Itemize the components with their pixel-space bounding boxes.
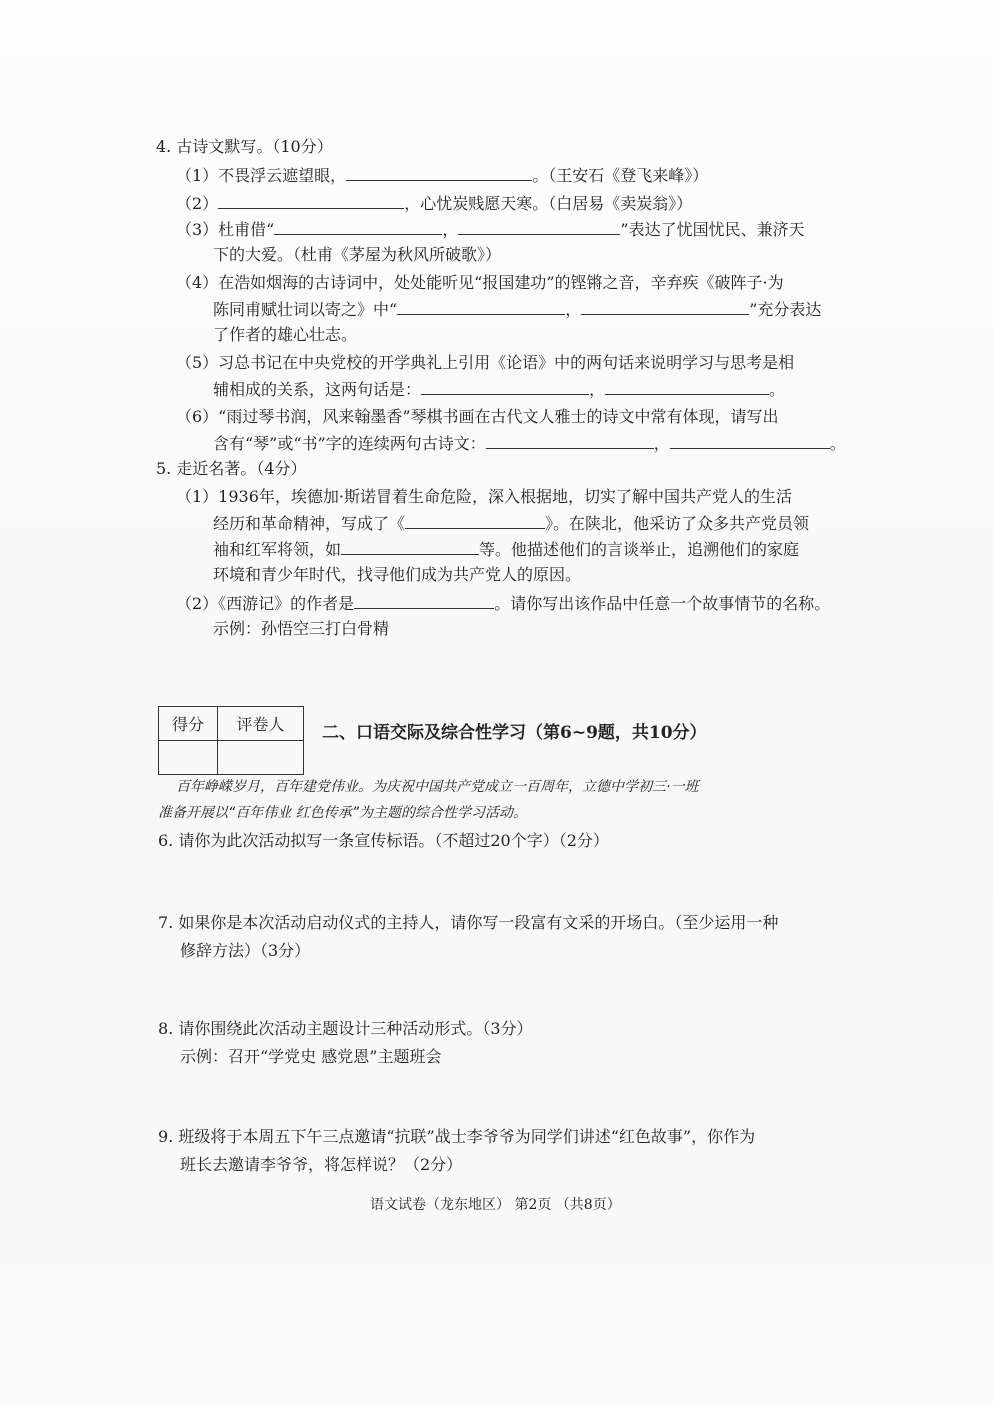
q4-item-3-text-b: ， [442,220,459,239]
score-cell[interactable] [159,741,218,775]
q5-item-1-line1: （1）1936年，埃德加·斯诺冒着生命危险，深入根据地，切实了解中国共产党人的生活 [176,487,792,506]
q5-item-1-line4: 环境和青少年时代，找寻他们成为共产党人的原因。 [213,565,582,584]
q5-heading: 5. 走近名著。（4分） [156,459,307,478]
q9-text-line2: 班长去邀请李爷爷，将怎样说？（2分） [180,1155,463,1174]
q5-item-1-text-c: 》。在陕北，他采访了众多共产党员领 [545,514,810,533]
q5-item-1-line3 [213,538,799,561]
q4-item-3-blank-1[interactable] [274,218,442,235]
section-2-title: 二、口语交际及综合性学习（第6~9题，共10分） [322,723,707,743]
q4-item-2-blank[interactable] [218,192,404,209]
q4-item-1-text-a: （1）不畏浮云遮望眼， [176,166,347,185]
q4-item-6-line1: （6）“雨过琴书润，风来翰墨香”琴棋书画在古代文人雅士的诗文中常有体现，请写出 [176,407,779,426]
q4-item-3-line1 [176,218,805,241]
q5-item-2-example: 示例：孙悟空三打白骨精 [213,619,390,638]
q4-item-1-text-b: 。（王安石《登飞来峰》） [532,166,709,185]
q4-item-4-text-b: 陈同甫赋壮词以寄之》中“ [213,300,398,319]
page-footer: 语文试卷（龙东地区） 第2页 （共8页） [370,1197,621,1213]
q4-item-2-text-a: （2） [176,194,219,213]
grader-label: 评卷人 [218,707,304,741]
q4-item-5-text-d: 。 [769,380,786,399]
q4-item-6-blank-2[interactable] [670,432,830,449]
q5-item-2-text-b: 。请你写出该作品中任意一个故事情节的名称。 [494,594,831,613]
q4-item-6-line2 [213,432,846,455]
q4-item-4-text-d: ”充分表达 [749,300,822,319]
q4-item-6-blank-1[interactable] [486,432,654,449]
q5-item-1-text-e: 等。他描述他们的言谈举止，追溯他们的家庭 [479,540,800,559]
q5-item-1-blank-1[interactable] [405,512,545,529]
q4-item-5-line1: （5）习总书记在中央党校的开学典礼上引用《论语》中的两句话来说明学习与思考是相 [176,353,795,372]
q4-item-6-text-c: ， [653,434,670,453]
q4-item-5-text-c: ， [589,380,606,399]
q5-item-1-line2 [213,512,809,535]
q4-item-4-text-c: ， [565,300,582,319]
q4-item-6-text-d: 。 [829,434,846,453]
q4-item-6-text-b: 含有“琴”或“书”字的连续两句古诗文： [213,434,486,453]
q4-item-4-line2 [213,298,821,321]
score-table [158,706,304,775]
q4-item-2-text-b: ，心忧炭贱愿天寒。（白居易《卖炭翁》） [404,194,693,213]
q4-item-3-text-a: （3）杜甫借“ [176,220,275,239]
score-label: 得分 [159,707,218,741]
q5-item-1-blank-2[interactable] [341,538,479,555]
q4-item-4-blank-1[interactable] [397,298,565,315]
q5-item-2-line1 [176,592,830,615]
q4-item-5-blank-1[interactable] [421,378,589,395]
q4-item-5-blank-2[interactable] [605,378,769,395]
q7-text-line1: 7. 如果你是本次活动启动仪式的主持人，请你写一段富有文采的开场白。（至少运用一种 [158,913,779,932]
q5-item-1-text-d: 袖和红军将领，如 [213,540,342,559]
q4-heading: 4. 古诗文默写。（10分） [156,137,333,156]
q4-item-5-line2 [213,378,785,401]
grader-cell[interactable] [218,741,304,775]
q4-item-4-line3: 了作者的雄心壮志。 [213,325,358,344]
q4-item-4-blank-2[interactable] [581,298,749,315]
q8-text-line1: 8. 请你围绕此次活动主题设计三种活动形式。（3分） [158,1019,533,1038]
q4-item-3-line2: 下的大爱。（杜甫《茅屋为秋风所破歌》） [213,245,502,264]
q8-example: 示例：召开“学党史 感党恩”主题班会 [180,1047,442,1066]
q4-item-3-blank-2[interactable] [458,218,620,235]
q4-item-1 [176,164,708,187]
section-2-intro-line1: 百年峥嵘岁月，百年建党伟业。为庆祝中国共产党成立一百周年，立德中学初三·一班 [176,779,699,795]
q4-item-3-text-c: ”表达了忧国忧民、兼济天 [620,220,805,239]
q4-item-4-line1: （4）在浩如烟海的古诗词中，处处能听见“报国建功”的铿锵之音，辛弃疾《破阵子·为 [176,273,784,292]
q9-text-line1: 9. 班级将于本周五下午三点邀请“抗联”战士李爷爷为同学们讲述“红色故事”，你作为 [158,1127,756,1146]
q4-item-5-text-b: 辅相成的关系，这两句话是： [213,380,422,399]
q5-item-2-blank[interactable] [354,592,494,609]
q4-item-2 [176,192,692,215]
q5-item-1-text-b: 经历和革命精神，写成了《 [213,514,406,533]
q5-item-2-text-a: （2）《西游记》的作者是 [176,594,355,613]
q4-item-1-blank[interactable] [346,164,532,181]
section-2-intro-line2: 准备开展以“百年伟业 红色传承”为主题的综合性学习活动。 [158,805,527,821]
q7-text-line2: 修辞方法）（3分） [180,941,311,960]
q6-text: 6. 请你为此次活动拟写一条宣传标语。（不超过20个字）（2分） [158,831,609,850]
